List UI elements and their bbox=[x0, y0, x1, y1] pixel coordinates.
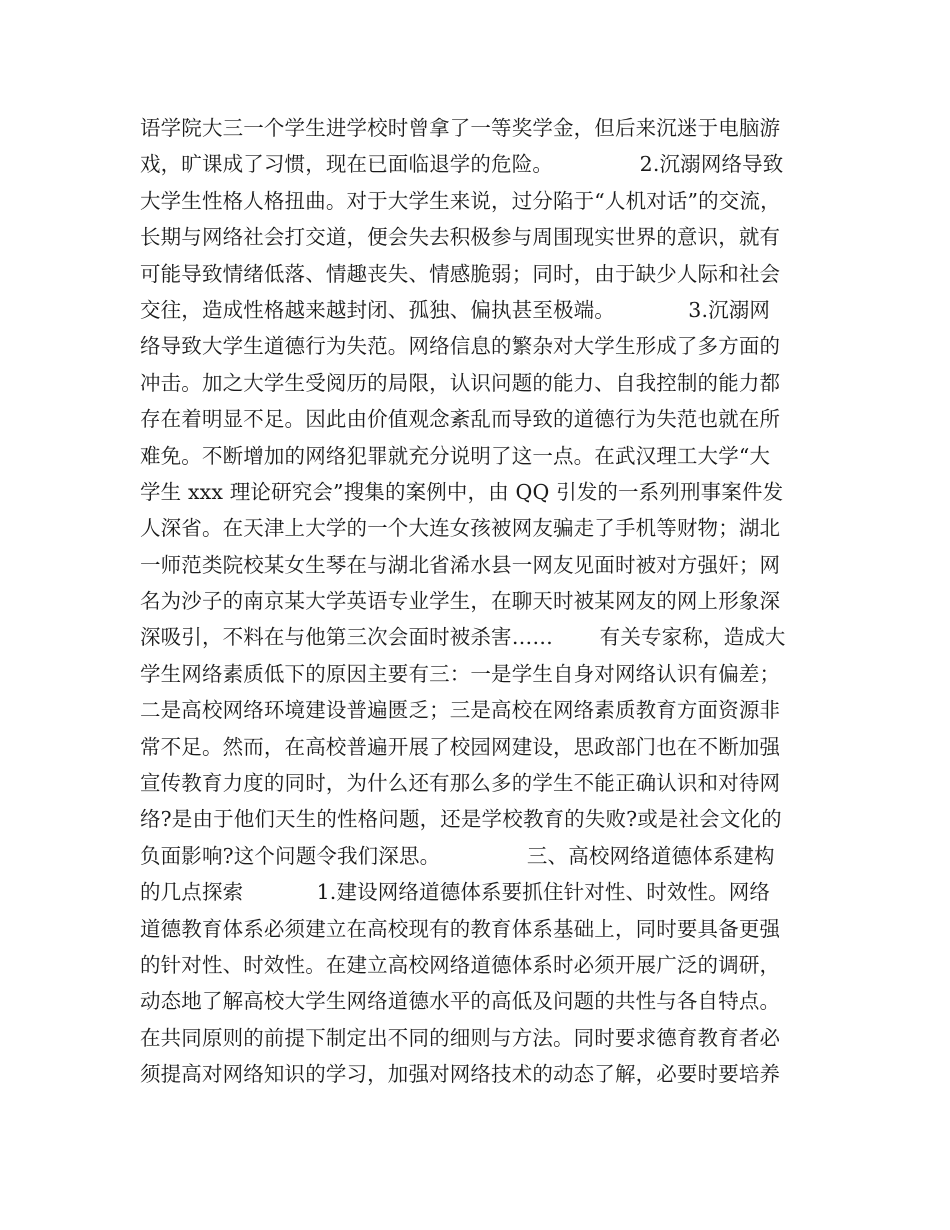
text-line: 道德教育体系必须建立在高校现有的教育体系基础上，同时要具备更强 bbox=[140, 916, 781, 941]
text-line: 难免。不断增加的网络犯罪就充分说明了这一点。在武汉理工大学“大 bbox=[140, 443, 771, 468]
text-line: 戏，旷课成了习惯，现在已面临退学的危险。 2.沉溺网络导致 bbox=[140, 152, 784, 177]
text-line: 二是高校网络环境建设普遍匮乏；三是高校在网络素质教育方面资源非 bbox=[140, 698, 781, 723]
text-line: 大学生性格人格扭曲。对于大学生来说，过分陷于“人机对话”的交流， bbox=[140, 188, 781, 213]
text-line: 深吸引，不料在与他第三次会面时被杀害…… 有关专家称，造成大 bbox=[140, 625, 786, 650]
text-line: 人深省。在天津上大学的一个大连女孩被网友骗走了手机等财物；湖北 bbox=[140, 516, 781, 541]
body-text bbox=[140, 110, 840, 1093]
text-line: 络?是由于他们天生的性格问题，还是学校教育的失败?或是社会文化的 bbox=[140, 807, 782, 832]
text-line: 可能导致情绪低落、情趣丧失、情感脆弱；同时，由于缺少人际和社会 bbox=[140, 261, 781, 286]
text-line: 常不足。然而，在高校普遍开展了校园网建设，思政部门也在不断加强 bbox=[140, 734, 781, 759]
text-line: 学生网络素质低下的原因主要有三：一是学生自身对网络认识有偏差； bbox=[140, 661, 781, 686]
text-line: 语学院大三一个学生进学校时曾拿了一等奖学金，但后来沉迷于电脑游 bbox=[140, 116, 781, 140]
text-line: 动态地了解高校大学生网络道德水平的高低及问题的共性与各自特点。 bbox=[140, 989, 781, 1014]
text-line: 名为沙子的南京某大学英语专业学生，在聊天时被某网友的网上形象深 bbox=[140, 589, 781, 614]
text-line: 交往，造成性格越来越封闭、孤独、偏执甚至极端。 3.沉溺网 bbox=[140, 297, 771, 322]
text-line: 长期与网络社会打交道，便会失去积极参与周围现实世界的意识，就有 bbox=[140, 225, 781, 250]
text-line: 负面影响?这个问题令我们深思。 三、高校网络道德体系建构 bbox=[140, 843, 775, 868]
text-line: 的针对性、时效性。在建立高校网络道德体系时必须开展广泛的调研， bbox=[140, 952, 781, 977]
text-line: 一师范类院校某女生琴在与湖北省浠水县一网友见面时被对方强奸；网 bbox=[140, 552, 781, 577]
text-line: 学生 xxx 理论研究会”搜集的案例中，由 QQ 引发的一系列刑事案件发 bbox=[140, 479, 784, 504]
text-line: 的几点探索 1.建设网络道德体系要抓住针对性、时效性。网络 bbox=[140, 880, 771, 905]
text-line: 冲击。加之大学生受阅历的局限，认识问题的能力、自我控制的能力都 bbox=[140, 370, 781, 395]
text-line: 宣传教育力度的同时，为什么还有那么多的学生不能正确认识和对待网 bbox=[140, 771, 781, 796]
text-line: 络导致大学生道德行为失范。网络信息的繁杂对大学生形成了多方面的 bbox=[140, 334, 781, 359]
text-line: 在共同原则的前提下制定出不同的细则与方法。同时要求德育教育者必 bbox=[140, 1025, 781, 1050]
text-line: 须提高对网络知识的学习，加强对网络技术的动态了解，必要时要培养 bbox=[140, 1062, 781, 1087]
text-line: 存在着明显不足。因此由价值观念紊乱而导致的道德行为失范也就在所 bbox=[140, 407, 781, 432]
